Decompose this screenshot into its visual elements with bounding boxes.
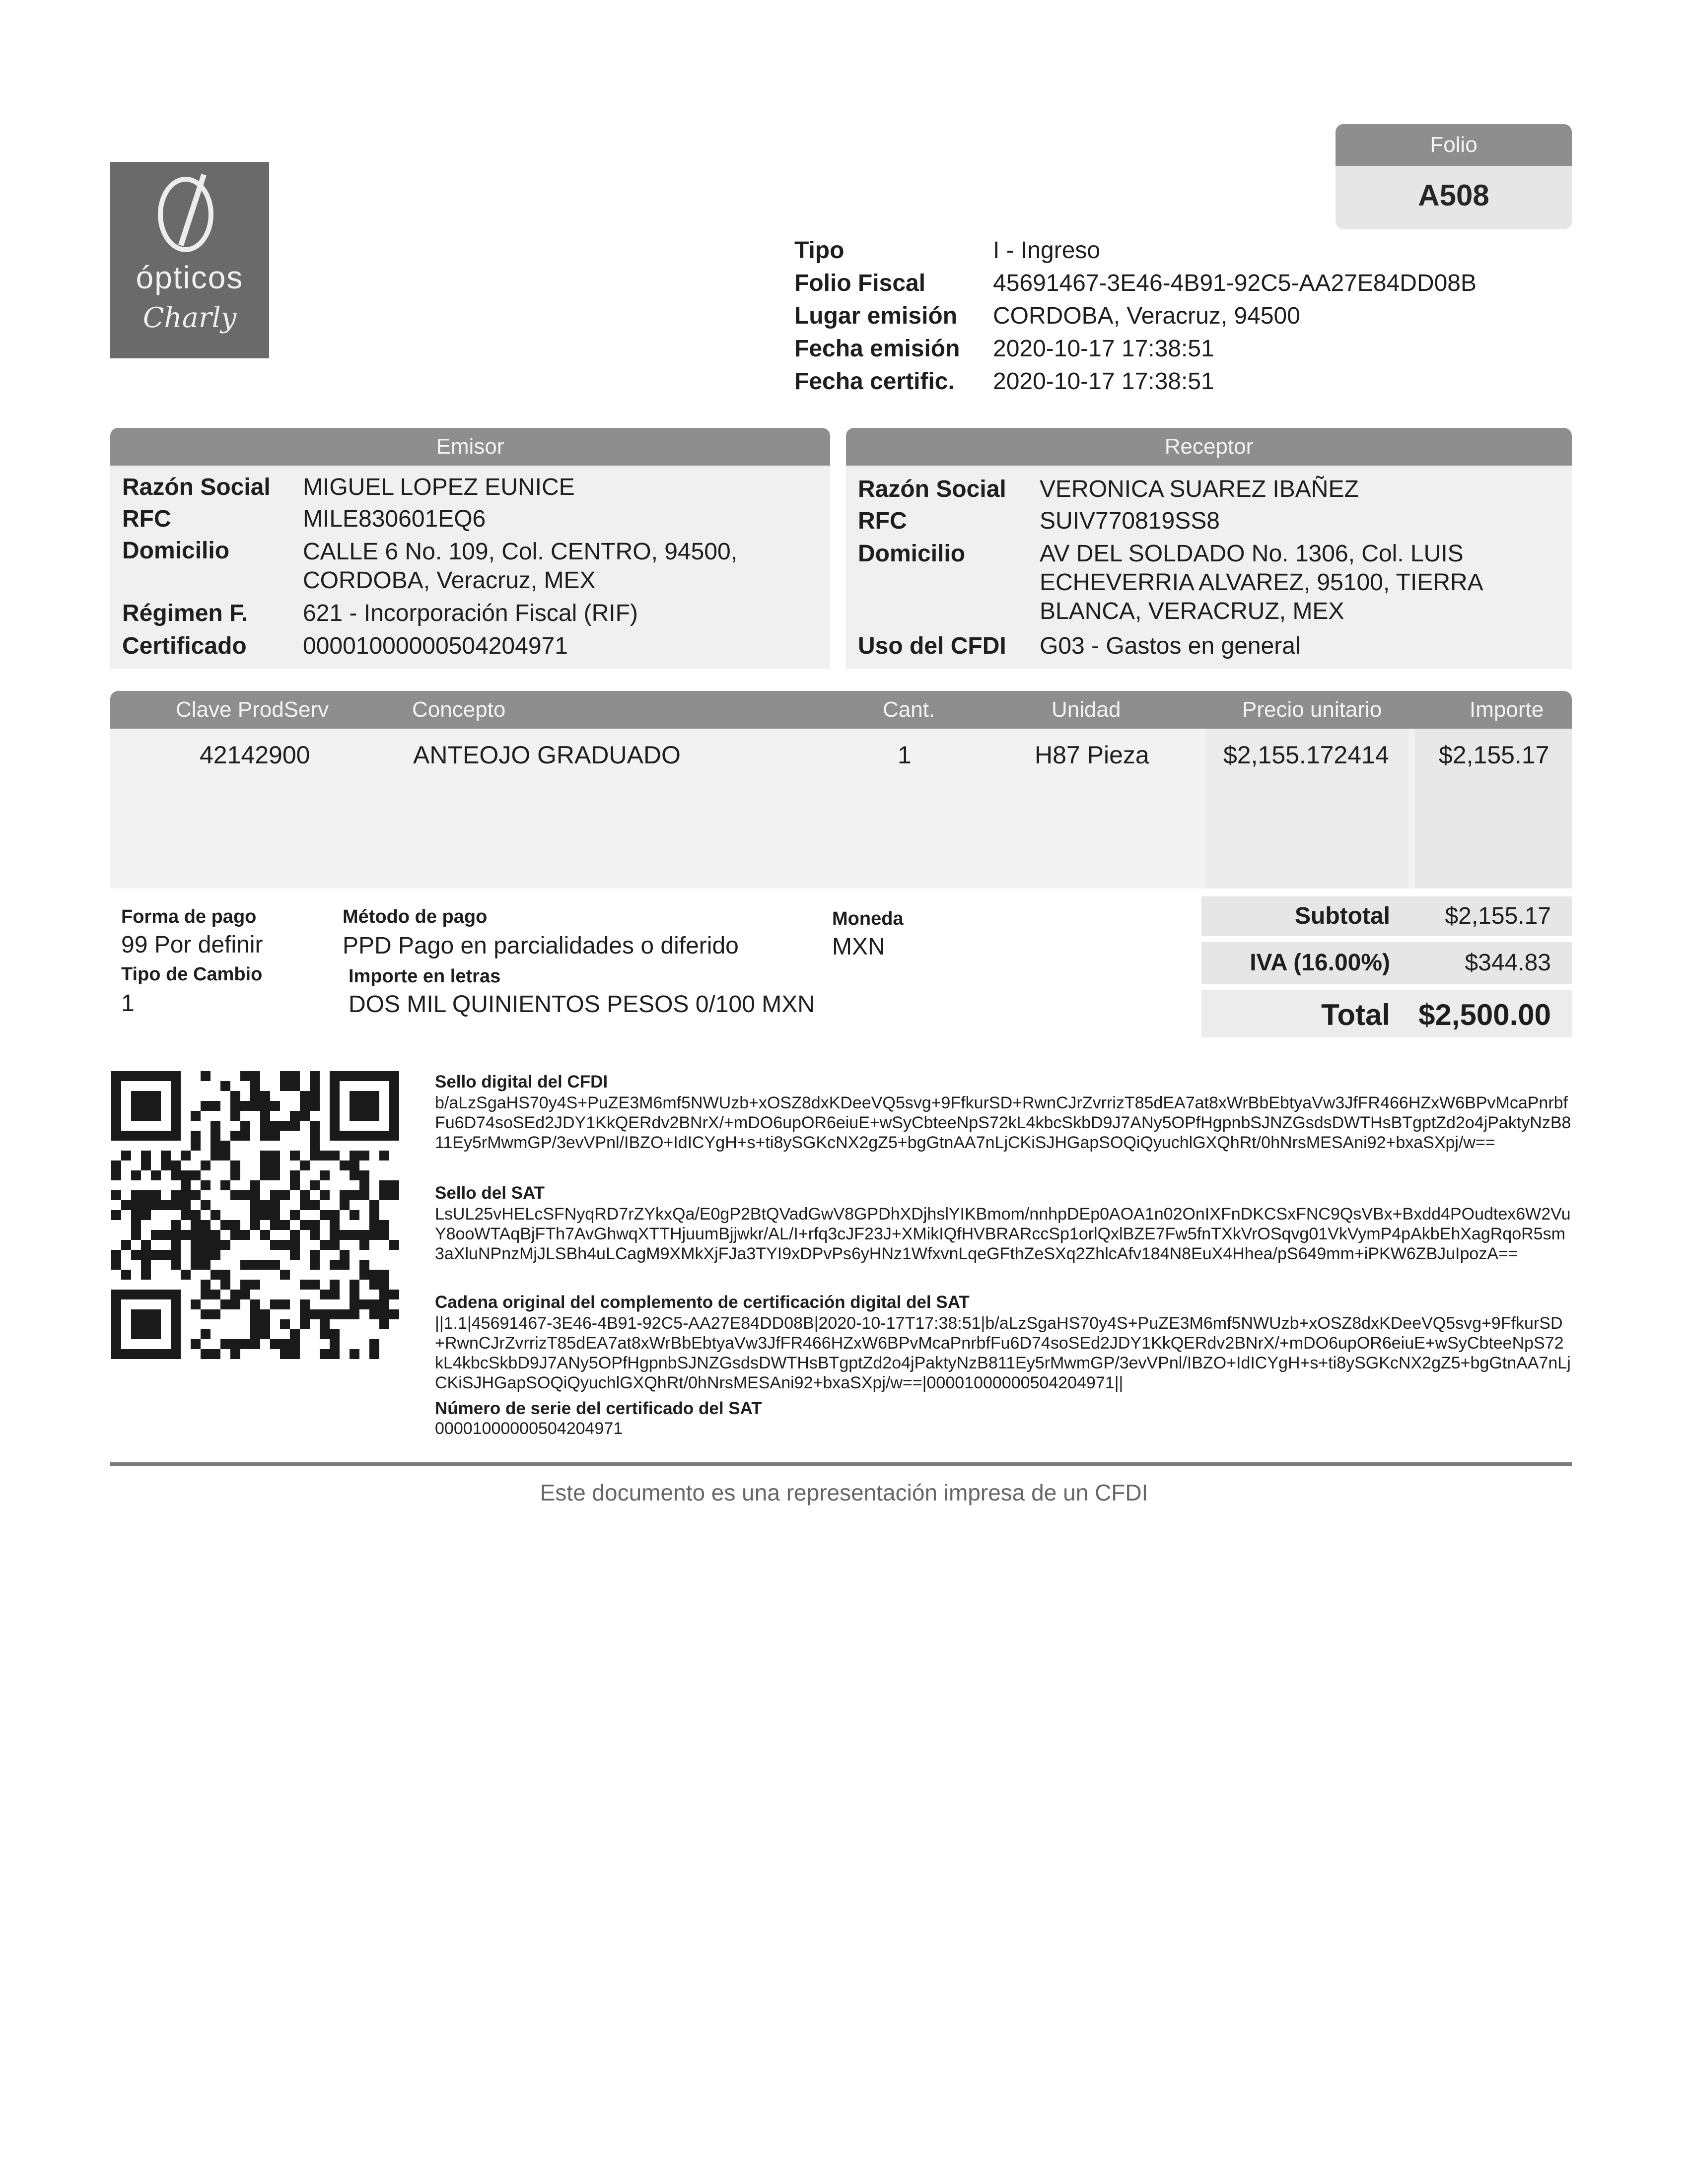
folio-fiscal-value: 45691467-3E46-4B91-92C5-AA27E84DD08B: [993, 270, 1477, 296]
emisor-domicilio-label: Domicilio: [122, 538, 230, 564]
row-concepto: ANTEOJO GRADUADO: [413, 741, 681, 769]
row-cant: 1: [898, 741, 912, 769]
tipo-value: I - Ingreso: [993, 237, 1101, 264]
sello-sat-value: LsUL25vHELcSFNyqRD7rZYkxQa/E0gP2BtQVadGwV8GPDhXDjhslYIKBmom/nnhpDEp0AOA1n02OnIXFnDKCSxFNC9QsVBx+Bxdd4POudtex6W2VuY8ooWTAqBjFTh7AvGhwqXTTHjuumBjjwkr/AL/I+rfq3cJF23J+XMikIQfHVBRARccSp1orlQxlBZE7Fw5fnTXkVrOSqvg01VkVymP4pAkbEhXagRqoR5sm3aXluNPnzMjJLSBh4uLCagM9XMkXjFJa3TYI9xDPvPs6yHNz1WfxvnLqeGFthZeSXq2ZhlcAfv184N8EuX4Hhea/pS649mm+iPKW6ZBJuIpozA==: [435, 1205, 1571, 1263]
col-precio-header: Precio unitario: [1242, 697, 1382, 722]
items-table-header: [110, 691, 1572, 729]
col-concepto-header: Concepto: [412, 697, 506, 722]
fecha-certif-label: Fecha certific.: [794, 368, 955, 395]
cadena-label: Cadena original del complemento de certificación digital del SAT: [435, 1293, 970, 1312]
receptor-razon: VERONICA SUAREZ IBAÑEZ: [1040, 476, 1359, 502]
sello-sat-label: Sello del SAT: [435, 1183, 545, 1203]
folio-label: Folio: [1336, 124, 1572, 166]
tipo-label: Tipo: [794, 237, 844, 264]
logo-script: Charly: [142, 302, 237, 334]
sello-cfdi-label: Sello digital del CFDI: [435, 1072, 608, 1092]
emisor-rfc-label: RFC: [122, 506, 171, 532]
receptor-domicilio-label: Domicilio: [858, 541, 966, 567]
header-labels: [794, 234, 983, 398]
receptor-domicilio-line1: AV DEL SOLDADO No. 1306, Col. LUIS: [1040, 541, 1464, 567]
footer-divider: [110, 1462, 1572, 1466]
row-precio: $2,155.172414: [1223, 741, 1389, 769]
col-unidad-header: Unidad: [1052, 697, 1121, 722]
logo-ring-icon: [158, 177, 213, 252]
folio-fiscal-label: Folio Fiscal: [794, 270, 926, 296]
emisor-cert: 00001000000504204971: [303, 633, 568, 659]
emisor-rfc: MILE830601EQ6: [303, 506, 486, 532]
importe-letras-label: Importe en letras: [349, 966, 501, 987]
serie-value: 00001000000504204971: [435, 1419, 623, 1438]
total-label: Total: [1321, 998, 1390, 1031]
row-clave: 42142900: [200, 741, 310, 769]
row-importe: $2,155.17: [1439, 741, 1549, 769]
receptor-panel: [846, 466, 1572, 669]
company-logo: [110, 162, 269, 358]
importe-letras-value: DOS MIL QUINIENTOS PESOS 0/100 MXN: [349, 991, 815, 1018]
fecha-emision-label: Fecha emisión: [794, 336, 960, 362]
emisor-razon-label: Razón Social: [122, 474, 271, 500]
footer-note: Este documento es una representación impresa de un CFDI: [540, 1480, 1148, 1505]
receptor-rfc-label: RFC: [858, 508, 907, 534]
receptor-rfc: SUIV770819SS8: [1040, 508, 1220, 534]
emisor-regimen-label: Régimen F.: [122, 600, 248, 626]
emisor-header: Emisor: [110, 428, 830, 466]
receptor-header: Receptor: [846, 428, 1572, 466]
fecha-certif-value: 2020-10-17 17:38:51: [993, 368, 1214, 395]
cadena-value: ||1.1|45691467-3E46-4B91-92C5-AA27E84DD08B|2020-10-17T17:38:51|b/aLzSgaHS70y4S+PuZE3M6mf5NWUzb+xOSZ8dxKDeeVQ5svg+9FfkurSD+RwnCJrZvrrizT85dEA7at8xWrBbEbtyaVw3JfFR466HZxW6BPvMcaPnrbfFu6D74soSEd2JDY1KkQERdv2BNrX/+mDO6upOR6eiuE+wSyCbteeNpS72kL4kbcSkbD9J7ANy5OPfHgpnbSJNZGsdsDWTHsBTgptZd2o4jPaktyNzB811Ey5rMwmGP/3evVPnl/IBZO+IdICYgH+s+ti8ySGKcNX2gZ5+bgGtnAA7nLjCKiSJHGapSOQiQyuchlGXQhRt/0hNrsMESAni92+bxaSXpj/w==|00001000000504204971||: [435, 1314, 1571, 1392]
moneda-label: Moneda: [832, 908, 904, 929]
forma-pago-label: Forma de pago: [121, 906, 257, 927]
tipo-cambio-label: Tipo de Cambio: [121, 964, 263, 985]
emisor-regimen: 621 - Incorporación Fiscal (RIF): [303, 600, 638, 626]
lugar-label: Lugar emisión: [794, 303, 958, 329]
folio-value: A508: [1418, 179, 1489, 212]
subtotal-value: $2,155.17: [1445, 903, 1551, 929]
forma-pago-value: 99 Por definir: [121, 932, 263, 958]
metodo-pago-value: PPD Pago en parcialidades o diferido: [343, 933, 739, 959]
row-unidad: H87 Pieza: [1035, 741, 1149, 769]
receptor-razon-label: Razón Social: [858, 476, 1006, 502]
fecha-emision-value: 2020-10-17 17:38:51: [993, 336, 1214, 362]
subtotal-label: Subtotal: [1295, 903, 1390, 929]
receptor-uso: G03 - Gastos en general: [1040, 633, 1301, 659]
sello-cfdi-value: b/aLzSgaHS70y4S+PuZE3M6mf5NWUzb+xOSZ8dxKDeeVQ5svg+9FfkurSD+RwnCJrZvrrizT85dEA7at8xWrBbEbtyaVw3JfFR466HZxW6BPvMcaPnrbfFu6D74soSEd2JDY1KkQERdv2BNrX/+mDO6upOR6eiuE+wSyCbteeNpS72kL4kbcSkbD9J7ANy5OPfHgpnbSJNZGsdsDWTHsBTgptZd2o4jPaktyNzB811Ey5rMwmGP/3evVPnl/IBZO+IdICYgH+s+ti8ySGKcNX2gZ5+bgGtnAA7nLjCKiSJHGapSOQiQyuchlGXQhRt/0hNrsMESAni92+bxaSXpj/w==: [435, 1093, 1571, 1152]
moneda-value: MXN: [832, 934, 885, 960]
emisor-panel: [110, 466, 830, 669]
iva-value: $344.83: [1465, 950, 1551, 976]
folio-box: [1336, 124, 1572, 229]
emisor-razon: MIGUEL LOPEZ EUNICE: [303, 474, 575, 500]
serie-label: Número de serie del certificado del SAT: [435, 1399, 762, 1418]
qr-code: [111, 1071, 399, 1359]
iva-label: IVA (16.00%): [1250, 950, 1390, 976]
header-values: [993, 234, 1564, 398]
col-cant-header: Cant.: [883, 697, 935, 722]
items-table-body: [110, 729, 1572, 888]
total-value: $2,500.00: [1418, 998, 1551, 1031]
logo-wordmark: ópticos: [136, 260, 244, 295]
receptor-domicilio-line3: BLANCA, VERACRUZ, MEX: [1040, 598, 1344, 624]
col-importe-header: Importe: [1470, 697, 1544, 722]
receptor-uso-label: Uso del CFDI: [858, 633, 1006, 659]
emisor-domicilio-line1: CALLE 6 No. 109, Col. CENTRO, 94500,: [303, 539, 738, 565]
lugar-value: CORDOBA, Veracruz, 94500: [993, 303, 1300, 329]
receptor-domicilio-line2: ECHEVERRIA ALVAREZ, 95100, TIERRA: [1040, 569, 1483, 596]
metodo-pago-label: Método de pago: [343, 906, 488, 927]
tipo-cambio-value: 1: [121, 990, 135, 1017]
emisor-domicilio-line2: CORDOBA, Veracruz, MEX: [303, 567, 596, 594]
emisor-cert-label: Certificado: [122, 633, 247, 659]
col-clave-header: Clave ProdServ: [176, 697, 329, 722]
